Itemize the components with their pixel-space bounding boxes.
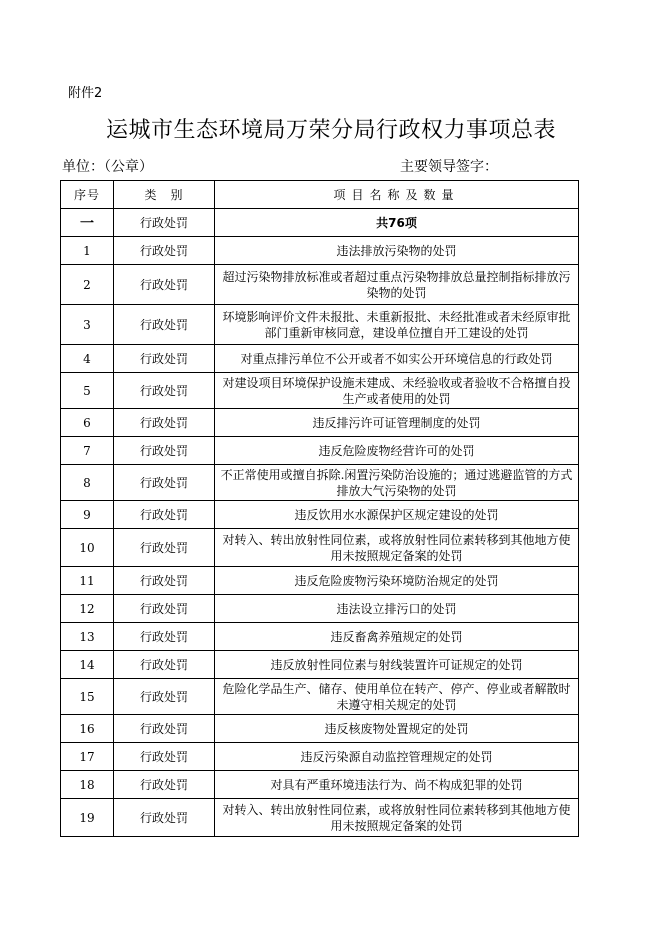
row-item-name: 违反畜禽养殖规定的处罚 [215, 623, 579, 651]
row-seq: 9 [61, 501, 114, 529]
row-seq: 5 [61, 373, 114, 409]
table-row [61, 501, 579, 529]
row-category: 行政处罚 [114, 237, 215, 265]
row-seq: 15 [61, 679, 114, 715]
table-row [61, 679, 579, 715]
row-category: 行政处罚 [114, 437, 215, 465]
row-item-name: 违反危险废物污染环境防治规定的处罚 [215, 567, 579, 595]
summary-row [61, 209, 579, 237]
row-item-name: 环境影响评价文件未报批、未重新报批、未经批准或者未经原审批部门重新审核同意，建设单位擅自开工建设的处罚 [215, 305, 579, 345]
row-item-name: 违反污染源自动监控管理规定的处罚 [215, 743, 579, 771]
row-seq: 1 [61, 237, 114, 265]
row-category: 行政处罚 [114, 345, 215, 373]
table-row [61, 651, 579, 679]
summary-seq: 一 [61, 209, 114, 237]
row-item-name: 危险化学品生产、储存、使用单位在转产、停产、停业或者解散时未遵守相关规定的处罚 [215, 679, 579, 715]
row-item-name: 违反核废物处置规定的处罚 [215, 715, 579, 743]
table-row [61, 465, 579, 501]
row-category: 行政处罚 [114, 715, 215, 743]
table-row [61, 743, 579, 771]
table-row [61, 345, 579, 373]
header-category: 类 别 [114, 181, 215, 209]
row-seq: 16 [61, 715, 114, 743]
row-seq: 8 [61, 465, 114, 501]
row-item-name: 违反危险废物经营许可的处罚 [215, 437, 579, 465]
row-item-name: 不正常使用或擅自拆除.闲置污染防治设施的；通过逃避监管的方式排放大气污染物的处罚 [215, 465, 579, 501]
row-seq: 2 [61, 265, 114, 305]
row-category: 行政处罚 [114, 771, 215, 799]
row-item-name: 超过污染物排放标准或者超过重点污染物排放总量控制指标排放污染物的处罚 [215, 265, 579, 305]
row-category: 行政处罚 [114, 623, 215, 651]
attachment-label: 附件2 [68, 86, 103, 101]
summary-count: 共76项 [215, 209, 579, 237]
row-item-name: 对转入、转出放射性同位素，或将放射性同位素转移到其他地方使用未按照规定备案的处罚 [215, 799, 579, 837]
row-seq: 14 [61, 651, 114, 679]
row-seq: 19 [61, 799, 114, 837]
power-items-table [60, 180, 579, 837]
table-row [61, 373, 579, 409]
table-row [61, 799, 579, 837]
row-seq: 10 [61, 529, 114, 567]
row-seq: 12 [61, 595, 114, 623]
document-title: 运城市生态环境局万荣分局行政权力事项总表 [105, 118, 556, 143]
row-item-name: 对重点排污单位不公开或者不如实公开环境信息的行政处罚 [215, 345, 579, 373]
row-category: 行政处罚 [114, 743, 215, 771]
unit-seal-label: 单位：（公章） [62, 159, 153, 175]
row-item-name: 对具有严重环境违法行为、尚不构成犯罪的处罚 [215, 771, 579, 799]
row-category: 行政处罚 [114, 265, 215, 305]
row-item-name: 对转入、转出放射性同位素，或将放射性同位素转移到其他地方使用未按照规定备案的处罚 [215, 529, 579, 567]
row-category: 行政处罚 [114, 305, 215, 345]
row-seq: 18 [61, 771, 114, 799]
row-item-name: 违反放射性同位素与射线装置许可证规定的处罚 [215, 651, 579, 679]
header-name: 项目名称及数量 [215, 181, 579, 209]
table-row [61, 409, 579, 437]
row-category: 行政处罚 [114, 373, 215, 409]
table-row [61, 623, 579, 651]
table-row [61, 265, 579, 305]
row-category: 行政处罚 [114, 501, 215, 529]
row-item-name: 违反饮用水水源保护区规定建设的处罚 [215, 501, 579, 529]
row-seq: 3 [61, 305, 114, 345]
row-seq: 4 [61, 345, 114, 373]
table-row [61, 305, 579, 345]
row-seq: 13 [61, 623, 114, 651]
row-category: 行政处罚 [114, 595, 215, 623]
leader-signature-label: 主要领导签字： [400, 159, 498, 175]
row-seq: 17 [61, 743, 114, 771]
row-category: 行政处罚 [114, 679, 215, 715]
table-row [61, 237, 579, 265]
row-category: 行政处罚 [114, 529, 215, 567]
table-row [61, 437, 579, 465]
table-row [61, 595, 579, 623]
row-seq: 11 [61, 567, 114, 595]
summary-category: 行政处罚 [114, 209, 215, 237]
header-seq: 序号 [61, 181, 114, 209]
table-header-row [61, 181, 579, 209]
row-category: 行政处罚 [114, 567, 215, 595]
row-category: 行政处罚 [114, 409, 215, 437]
table-row [61, 715, 579, 743]
row-seq: 7 [61, 437, 114, 465]
row-item-name: 对建设项目环境保护设施未建成、未经验收或者验收不合格擅自投生产或者使用的处罚 [215, 373, 579, 409]
table-row [61, 529, 579, 567]
row-item-name: 违反排污许可证管理制度的处罚 [215, 409, 579, 437]
table-row [61, 567, 579, 595]
table-row [61, 771, 579, 799]
row-item-name: 违法设立排污口的处罚 [215, 595, 579, 623]
row-item-name: 违法排放污染物的处罚 [215, 237, 579, 265]
row-category: 行政处罚 [114, 465, 215, 501]
row-category: 行政处罚 [114, 651, 215, 679]
row-seq: 6 [61, 409, 114, 437]
row-category: 行政处罚 [114, 799, 215, 837]
